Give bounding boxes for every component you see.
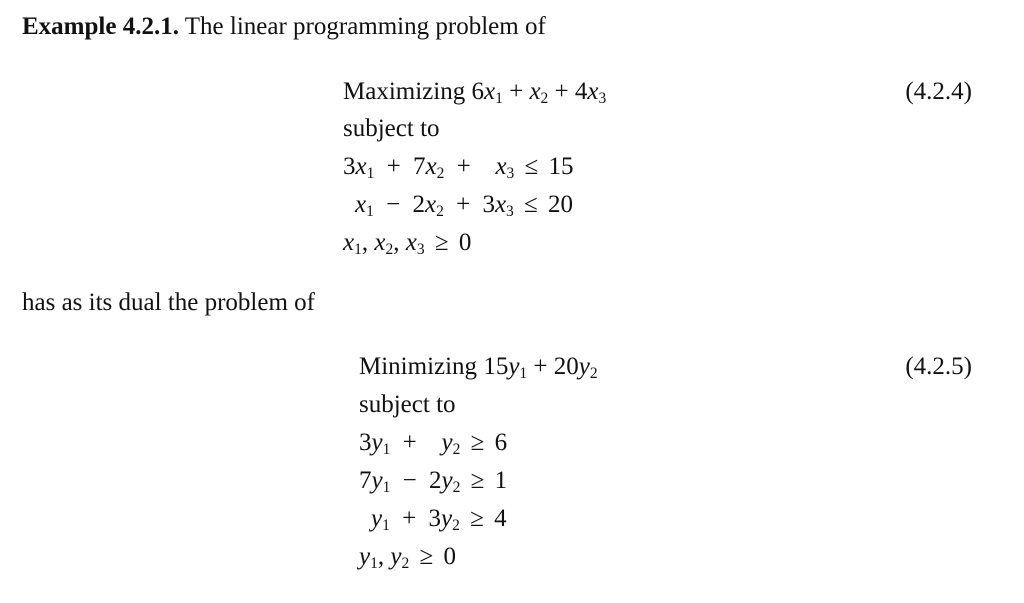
primal-subject-to: subject to [343,115,440,142]
dual-objective-word: Minimizing [359,353,478,380]
dual-constraint-3: $y_1 + 3y_2 \ge 4$ [371,505,507,534]
dual-subject-to: subject to [359,391,456,418]
dual-constraint-2: $7y_1 - 2y_2 \ge 1$ [359,467,508,496]
dual-nonnegativity: $y_1$, $y_2 \ge 0$ [359,543,456,572]
example-heading [22,12,546,42]
dual-connector-text: has as its dual the problem of [22,289,315,316]
primal-objective: Maximizing $6x_1 + x_2 + 4x_3$ [343,78,607,107]
dual-equation-number: (4.2.5) [905,353,972,380]
primal-constraint-1: $3x_1 + 7x_2$ + $x_3 \le 15$ [343,153,574,182]
example-label: Example 4.2.1. [22,13,179,40]
primal-objective-word: Maximizing [343,78,466,105]
example-intro: The linear programming problem of [184,13,546,40]
dual-constraint-1: $3y_1$ + $y_2 \ge 6$ [359,429,508,458]
dual-objective: Minimizing $15y_1 + 20y_2$ [359,353,598,382]
primal-nonnegativity: $x_1$, $x_2$, $x_3 \ge 0$ [343,229,472,258]
primal-equation-number: (4.2.4) [905,78,972,105]
primal-constraint-2: $x_1 - 2x_2 + 3x_3 \le 20$ [355,191,574,220]
